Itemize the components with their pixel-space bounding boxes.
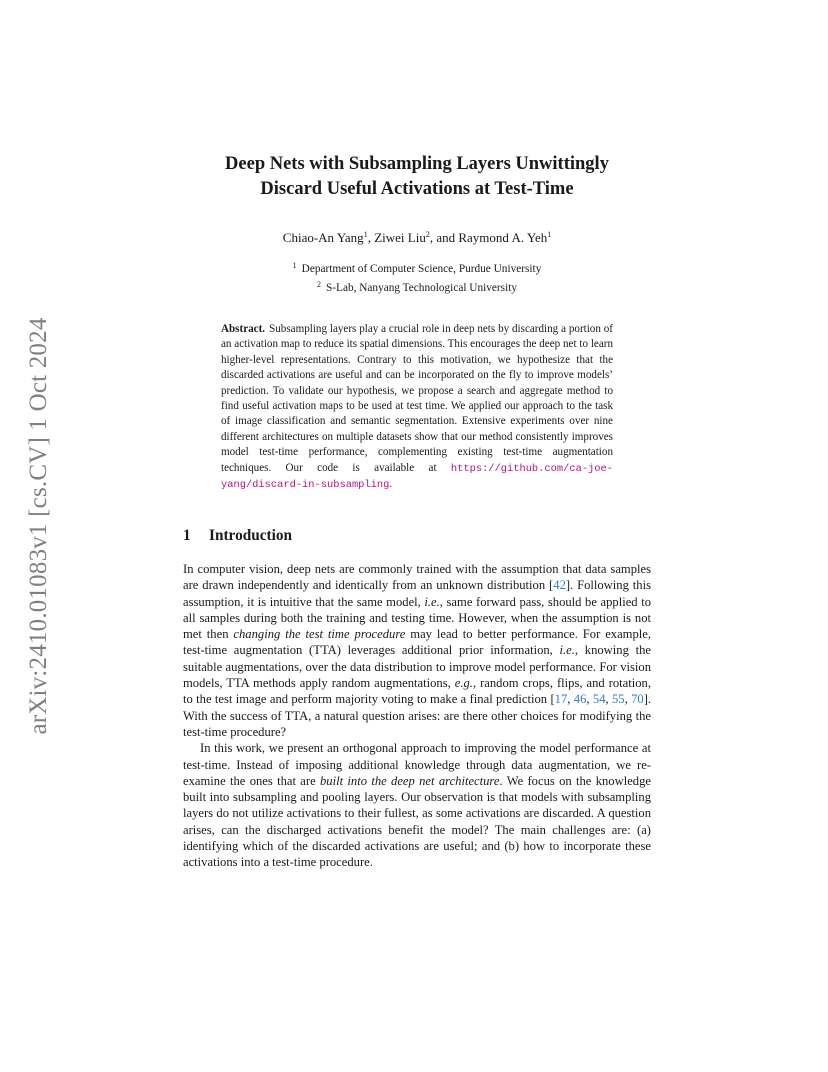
author-separator: , and	[429, 230, 459, 245]
author-affil-mark: 1	[547, 230, 552, 239]
citation-link[interactable]: 70	[631, 692, 644, 707]
citation-link[interactable]: 54	[592, 692, 606, 707]
text-run: ,	[605, 692, 612, 707]
body-text	[183, 561, 651, 871]
paper-title	[183, 152, 651, 202]
title-line-2: Discard Useful Activations at Test-Time	[260, 179, 574, 199]
emphasis: i.e.	[559, 643, 575, 658]
text-run: , random crops, flips, and rotation, to the test image and perform majority voting to make a final prediction [	[183, 676, 651, 707]
paragraph-2	[183, 740, 651, 870]
author-name: Raymond A. Yeh	[458, 230, 548, 245]
abstract-end: .	[389, 478, 393, 491]
emphasis: i.e.	[424, 594, 440, 609]
author-separator: ,	[367, 230, 375, 245]
text-run: ,	[567, 692, 574, 707]
emphasis: built into the deep net architecture	[320, 773, 500, 788]
emphasis: e.g.	[454, 676, 473, 691]
text-run: ,	[586, 692, 593, 707]
text-run: ,	[624, 692, 632, 707]
affiliations	[183, 258, 651, 296]
abstract	[221, 322, 613, 493]
text-run: In computer vision, deep nets are commonly trained with the assumption that data samples are drawn independently and identically from an unknown distribution [	[183, 562, 651, 593]
section-heading	[183, 527, 292, 545]
affiliation-text: Department of Computer Science, Purdue University	[301, 263, 542, 275]
affiliation-line	[183, 277, 651, 296]
text-run: , same forward pass, should be applied to all samples during both the training and testing time. However, when the assumption is not met then	[183, 594, 651, 642]
author-name: Chiao-An Yang	[282, 230, 364, 245]
author-list	[183, 229, 651, 247]
author-affil-mark: 2	[425, 230, 430, 239]
citation-link[interactable]: 17	[554, 692, 568, 707]
section-number: 1	[183, 527, 191, 544]
citation-link[interactable]: 42	[553, 578, 566, 593]
affiliation-line	[183, 258, 651, 277]
citation-link[interactable]: 46	[573, 692, 587, 707]
author-affil-mark: 1	[363, 230, 368, 239]
text-run: . We focus on the knowledge built into subsampling and pooling layers. Our observation is that models with subsampling layers do not utilize activations to their fullest, as some activations are discarded. A question arises, can the discharged activations benefit the model? The main challenges are: (a) identifying which of the discarded activations are useful; and (b) how to incorporate these activations into a test-time procedure.	[183, 773, 651, 870]
affiliation-text: S-Lab, Nanyang Technological University	[326, 282, 517, 294]
text-run: may lead to better performance. For example, test-time augmentation (TTA) leverages additional prior information,	[183, 627, 651, 658]
citation-link[interactable]: 55	[612, 692, 625, 707]
code-link[interactable]: https://github.com/ca-joe-yang/discard-in-subsampling	[221, 462, 613, 492]
title-line-1: Deep Nets with Subsampling Layers Unwittingly	[225, 154, 609, 174]
affiliation-number: 1	[292, 261, 297, 270]
abstract-heading: Abstract.	[221, 323, 266, 335]
abstract-text: Subsampling layers play a crucial role in deep nets by discarding a portion of an activation map to reduce its spatial dimensions. This encourages the deep net to learn higher-level representations. Contrary to this motivation, we hypothesize that the discarded activations are useful and can be incorporated on the fly to improve models’ prediction. To validate our hypothesis, we propose a search and aggregate method to find useful activation maps to be used at test time. We applied our approach to the task of image classification and semantic segmentation. Extensive experiments over nine different architectures on multiple datasets show that our method consistently improves model test-time performance, complementing existing test-time augmentation techniques. Our code is available at	[221, 323, 613, 474]
arxiv-identifier: arXiv:2410.01083v1 [cs.CV] 1 Oct 2024	[25, 317, 52, 735]
section-title: Introduction	[209, 527, 293, 544]
text-run: ]. Following this assumption, it is intuitive that the same model,	[183, 578, 652, 609]
text-run: ]. With the success of TTA, a natural question arises: are there other choices for modifying the test-time procedure?	[183, 692, 652, 739]
author-name: Ziwei Liu	[374, 230, 426, 245]
text-run: In this work, we present an orthogonal approach to improving the model performance at test-time. Instead of imposing additional knowledge through data augmentation, we re-examine the ones that are	[183, 741, 651, 788]
emphasis: changing the test time procedure	[233, 627, 406, 642]
arxiv-sidebar-stamp	[15, 296, 63, 756]
paragraph-1	[183, 561, 651, 740]
affiliation-number: 2	[317, 280, 321, 289]
text-run: , knowing the suitable augmentations, over the data distribution to improve model performance. For vision models, TTA methods apply random augmentations,	[183, 643, 651, 691]
